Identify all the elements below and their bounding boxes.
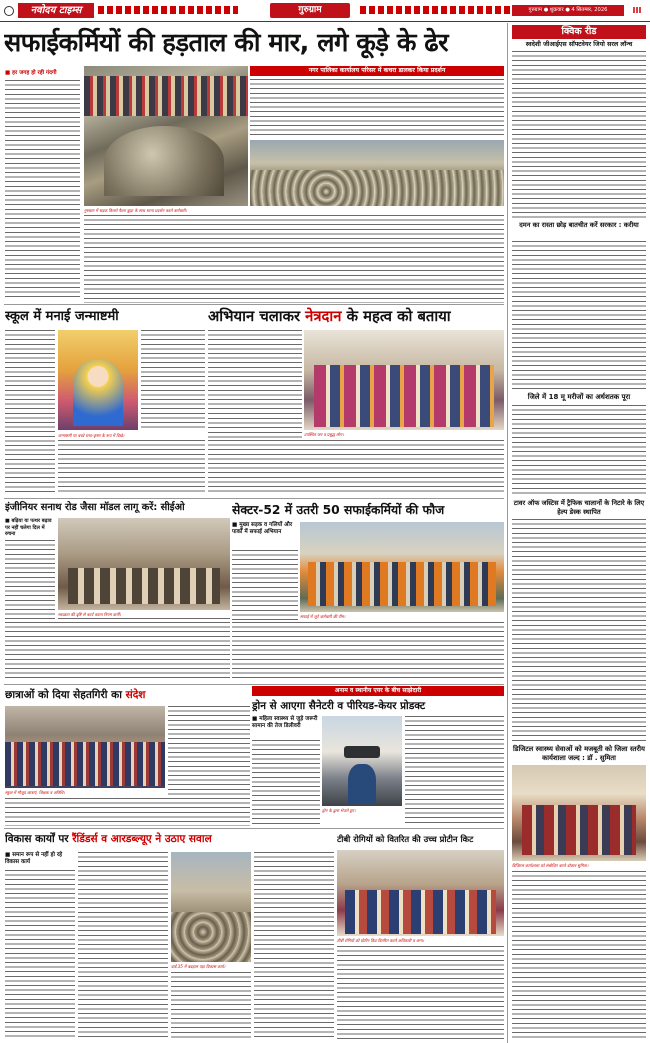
lead-caption: गुरुग्राम में सड़क किनारे फैला कूड़ा के साथ धरना प्रदर्शन करते कर्मचारी।	[84, 208, 187, 213]
digital-caption: डिजिटल कार्यशाला को संबोधित करते डॉक्टर सुमिता।	[512, 863, 589, 868]
tb-headline: टीबी रोगियों को वितरित की उच्च प्रोटीन किट	[337, 834, 474, 844]
students-caption: स्कूल में मौजूद छात्राएं, शिक्षक व अतिथि।	[5, 790, 65, 795]
drone-bar: अनाम व स्थानीय एयर के बीच साझेदारी	[252, 686, 504, 696]
kwik-item-1-head: दमन का रास्ता छोड़ बातचीत करें सरकार : करीया	[519, 221, 639, 229]
masthead	[0, 0, 650, 22]
school-body-3	[141, 330, 205, 430]
kwik-item-1-body	[512, 241, 646, 391]
workers-row	[308, 562, 496, 606]
drone-body-b	[405, 716, 504, 826]
nethra-caption: उपस्थित जन व प्रबुद्ध लोग।	[304, 432, 344, 437]
nethra-headline-highlight: नेत्रदान	[305, 308, 342, 325]
lead-body-cols	[84, 215, 504, 303]
school-headline: स्कूल में मनाई जन्माष्टमी	[5, 309, 119, 324]
nethra-body-intro	[208, 330, 302, 415]
color-strip-right	[360, 6, 510, 14]
section-title: गुरुग्राम	[270, 3, 350, 18]
registration-marks	[4, 6, 14, 16]
drone-body-a	[252, 740, 320, 826]
janmashtami-photo	[58, 330, 138, 430]
kwik-item-3-head: टावर ऑफ जस्टिस में ट्रैफिक चालानों के निटारे के लिए हेल्प डेस्क स्थापित	[513, 499, 645, 516]
protesters	[84, 76, 248, 116]
date-line: गुरुग्राम ● शुक्रवार ● 4 सितम्बर, 2026	[512, 5, 624, 16]
divider	[4, 498, 504, 499]
page-number: III	[632, 6, 642, 15]
sohna-body	[5, 540, 55, 620]
meeting-table	[68, 568, 220, 604]
workshop-people	[522, 805, 636, 855]
students-seated	[5, 742, 165, 786]
nethra-headline-pre: अभियान चलाकर	[208, 308, 306, 325]
drone-caption: ड्रोन के द्वारा भेजते हुए।	[322, 808, 356, 813]
lead-body-top	[250, 79, 504, 137]
nethra-headline	[208, 306, 504, 328]
divider	[4, 828, 504, 829]
kwik-item-2-body	[512, 405, 646, 497]
masthead-logo: नवोदय टाइम्स	[18, 3, 94, 18]
garbage-photo-wide	[250, 140, 504, 206]
sohna-kicker: ■ बढ़िया या पत्थर बढ़ाव पर नहीं चलेगा दिल में रुचना	[5, 518, 52, 537]
nethra-headline-post: के महत्व को बताया	[341, 308, 451, 325]
vikas-photo	[171, 852, 251, 962]
sohna-headline: इंजीनियर सनाथ रोड जैसा मॉडल लागू करें: सीईओ	[5, 502, 185, 513]
divider	[4, 684, 504, 685]
trash-heap	[250, 170, 504, 206]
tb-group	[345, 890, 496, 934]
students-photo	[5, 706, 165, 788]
color-strip	[98, 6, 238, 14]
garbage-photo	[84, 66, 248, 206]
students-body-a	[168, 706, 250, 796]
drone-headline: ड्रोन से आएगा सैनेटरी व पीरियड-केयर प्रोडक्ट	[252, 700, 426, 712]
tb-caption: टीबी रोगियों को प्रोटीन किट वितरित करते अधिकारी व अन्य।	[337, 938, 425, 943]
sohna-caption: स्वच्छता की दृष्टि से कार्य करता निगम कर्मी।	[58, 612, 121, 617]
drone-shape	[344, 746, 380, 758]
students-headline	[5, 686, 250, 704]
kwik-item-0-head: स्वदेशी जीआईएस सॉफ्टवेयर जियो सरल लॉन्च	[525, 41, 633, 48]
sector52-headline: सेक्टर-52 में उतरी 50 सफाईकर्मियों की फौज	[232, 503, 445, 517]
nethra-group	[314, 365, 494, 427]
kwik-read-title: क्विक रीड	[512, 25, 646, 39]
drone-kicker: ■ महिला स्वास्थ्य से जुड़े जरूरी सामान की तेज डिलीवरी	[252, 716, 318, 729]
mid-body-right	[232, 622, 504, 682]
vikas-headline-highlight: रैंडिंडर्स व आरडब्ल्यूए ने उठाए सवाल	[72, 833, 212, 845]
sector52-caption: सफाई में जुटे कर्मचारी की टीम।	[300, 614, 346, 619]
drone-person	[348, 764, 376, 804]
tb-photo	[337, 850, 504, 936]
sector52-photo	[300, 522, 504, 612]
kwik-item-4-body	[512, 871, 646, 1041]
kwik-item-3-body	[512, 519, 646, 741]
vikas-body-d	[254, 852, 334, 1040]
vikas-body-c	[171, 972, 251, 1040]
kwik-item-0-body	[512, 51, 646, 219]
drone-photo	[322, 716, 402, 806]
broken-road	[171, 912, 251, 962]
tb-body	[337, 946, 504, 1040]
kwik-read	[507, 23, 647, 1043]
kids-costume	[73, 360, 123, 426]
lead-body-left	[5, 80, 80, 300]
lead-subbar: नगर पालिका कार्यालय परिसर में कचरा डालकर किया प्रदर्शन	[250, 66, 504, 76]
nethra-body-left	[208, 418, 302, 438]
students-headline-pre: छात्राओं को दिया सेहतगिरी का	[5, 689, 126, 701]
school-caption: जन्माष्टमी पर बच्चे राधा-कृष्ण के रूप में दिखे।	[58, 433, 125, 438]
school-body	[5, 330, 55, 495]
vikas-headline	[5, 830, 333, 848]
kwik-item-4-head: डिजिटल स्वास्थ्य सेवाओं को मजबूती को जिला स्तरीय कार्यशाला जल्द : डॉ . सुमिता	[513, 745, 645, 762]
vikas-caption: वार्ड 35 में बदहाल पड़ा विकास कार्य।	[171, 964, 226, 969]
sector52-body-a	[232, 550, 298, 620]
kwik-item-2-head: जिले में 18 मू मरीजों का अर्धशतक पूरा	[527, 393, 631, 401]
vikas-headline-pre: विकास कार्यों पर	[5, 833, 73, 845]
sohna-body-2	[58, 618, 230, 620]
vikas-kicker: ■ समान रूप से नहीं हो रहे विकास कार्य	[5, 852, 63, 865]
nethra-photo	[304, 330, 504, 430]
school-body-2	[58, 440, 205, 495]
digital-workshop-photo	[512, 765, 646, 861]
lead-side-head: ■ हर जगह हो रही गंदगी	[5, 70, 57, 76]
vikas-body-a	[5, 870, 75, 1040]
vikas-body-b	[78, 852, 168, 1040]
sector52-kicker: ■ मुख्य सड़क व गलियों और पार्कों में सफाई अभियान	[232, 522, 293, 535]
meeting-photo	[58, 518, 230, 610]
students-headline-highlight: संदेश	[125, 689, 146, 701]
mid-body-left	[5, 622, 230, 682]
lead-headline	[4, 25, 504, 61]
lead-headline-text: सफाईकर्मियों की हड़ताल की मार, लगे कूड़े के ढेर	[4, 28, 449, 58]
students-body-b	[5, 798, 250, 826]
nethra-body	[208, 440, 504, 495]
garbage-pile	[104, 126, 224, 196]
divider	[4, 304, 504, 305]
